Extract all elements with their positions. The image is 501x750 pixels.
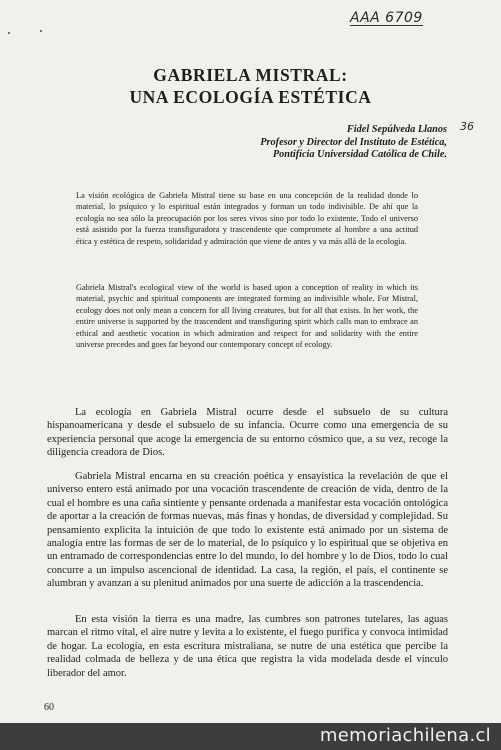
abstract-english: Gabriela Mistral's ecological view of the world is based upon a conception of reality in which its material, psychic and spiritual components are integrated forming an indivisible whole. For Mistral, ecology does not only mean a concern for all living creatures, but for all that exists. In her work, the entire universe is supported by the trascendent and transfiguring spirit which calls man to embrace an ethical and aesthetic vocation in which admiration and respect for and solidarity with the entire universe precedes and goes far beyond our contemporary concept of ecology. [76, 283, 418, 350]
scan-speck [8, 32, 10, 34]
handwritten-margin-note: 36 [460, 120, 474, 133]
author-name: Fidel Sepúlveda Llanos [346, 124, 447, 135]
watermark-band [0, 723, 501, 750]
author-block [260, 124, 447, 162]
scan-speck [40, 30, 42, 32]
author-institution: Pontificia Universidad Católica de Chile. [272, 149, 447, 161]
article-title [0, 64, 501, 108]
body-paragraph-2: Gabriela Mistral encarna en su creación poética y ensayística la revelación de que el universo entero está animado por una vocación trascendente de creación de vida, dentro de la cual el hombre es una caña sintiente y pensante ordenada a manifestar esta vocación ontológica de aportar a la creación de formas nuevas, más finas y hondas, de diversidad y complejidad. Su pensamiento explicita la intuición de que todo lo existente está animado por un sistema de analogía entre las formas de ser de lo material, de lo psíquico y lo espiritual que se objetiva en un entramado de correspondencias entre lo del mundo, lo del hombre y lo de Dios, todo lo cual concurre a un impulso ascencional de identidad. La casa, la región, el país, el continente se alumbran y avanzan a su plenitud animados por una suerte de adicción a la trascendencia. [47, 471, 448, 590]
title-line-1: GABRIELA MISTRAL: [153, 65, 348, 85]
title-line-2: UNA ECOLOGÍA ESTÉTICA [129, 87, 372, 107]
page-number: 60 [44, 702, 54, 713]
body-paragraph-3: En esta visión la tierra es una madre, las cumbres son patrones tutelares, las aguas marcan el ritmo vital, el aire nutre y levita a lo existente, el fuego purifica y convoca intimidad de hogar. La ecología, en esta escritura mistraliana, se nutre de una estética que percibe la realidad colmada de belleza y de una ética que registra la vida modelada desde el vínculo liberador del amor. [47, 614, 448, 679]
author-role: Profesor y Director del Instituto de Estética, [260, 136, 447, 148]
body-paragraph-1: La ecología en Gabriela Mistral ocurre desde el subsuelo de su cultura hispanoamericana y desde el subsuelo de su infancia. Ocurre como una emergencia de su experiencia personal que acoge la emergencia de su entorno cósmico que, a su vez, recoge la diligencia creadora de Dios. [47, 407, 448, 459]
handwritten-catalog-code: AAA 6709 [350, 10, 423, 26]
abstract-spanish: La visión ecológica de Gabriela Mistral tiene su base en una concepción de la realidad donde lo material, lo psíquico y lo espiritual están integrados y forman un todo indivisible. De ahí que la ecología no sea sólo la preocupación por los seres vivos sino por todo lo existente. Todo el universo está asistido por la fuerza transfiguradora y trascendente que compromete al hombre a una actitud ética y estética de respeto, solidaridad y admiración que viene de antes y va más allá de la ecología. [76, 191, 418, 246]
watermark-text: memoriachilena.cl [319, 725, 491, 746]
